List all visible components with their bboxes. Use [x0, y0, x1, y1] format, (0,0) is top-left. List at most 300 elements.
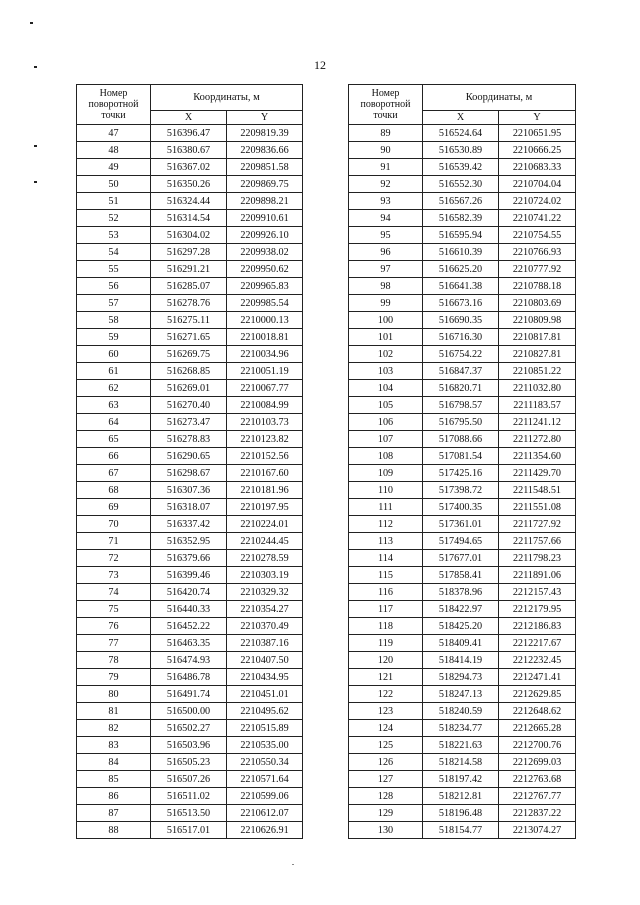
y-coordinate-cell: 2210827.81 — [499, 346, 576, 363]
table-body-left — [77, 125, 303, 839]
y-coordinate-cell: 2210535.00 — [227, 737, 303, 754]
y-coordinate-cell: 2210777.92 — [499, 261, 576, 278]
x-coordinate-cell: 517858.41 — [423, 567, 499, 584]
point-number-cell: 74 — [77, 584, 151, 601]
point-number-cell: 79 — [77, 669, 151, 686]
y-coordinate-cell: 2211032.80 — [499, 380, 576, 397]
table-row — [349, 822, 576, 839]
table-row — [349, 142, 576, 159]
table-row — [349, 686, 576, 703]
y-coordinate-cell: 2211757.66 — [499, 533, 576, 550]
y-coordinate-cell: 2210303.19 — [227, 567, 303, 584]
x-coordinate-cell: 516474.93 — [151, 652, 227, 669]
y-coordinate-cell: 2210724.02 — [499, 193, 576, 210]
point-number-cell: 55 — [77, 261, 151, 278]
table-row — [77, 261, 303, 278]
y-coordinate-cell: 2212232.45 — [499, 652, 576, 669]
point-number-cell: 93 — [349, 193, 423, 210]
point-number-cell: 124 — [349, 720, 423, 737]
y-coordinate-cell: 2211727.92 — [499, 516, 576, 533]
y-coordinate-cell: 2210571.64 — [227, 771, 303, 788]
x-coordinate-cell: 516673.16 — [423, 295, 499, 312]
x-coordinate-cell: 516820.71 — [423, 380, 499, 397]
y-coordinate-cell: 2212665.28 — [499, 720, 576, 737]
table-row — [349, 482, 576, 499]
y-coordinate-cell: 2210103.73 — [227, 414, 303, 431]
x-coordinate-cell: 517494.65 — [423, 533, 499, 550]
y-coordinate-cell: 2209938.02 — [227, 244, 303, 261]
table-row — [349, 788, 576, 805]
x-coordinate-cell: 516268.85 — [151, 363, 227, 380]
y-coordinate-cell: 2211429.70 — [499, 465, 576, 482]
table-row — [77, 550, 303, 567]
point-number-cell: 130 — [349, 822, 423, 839]
table-row — [77, 720, 303, 737]
table-row — [77, 159, 303, 176]
point-number-cell: 62 — [77, 380, 151, 397]
point-number-cell: 87 — [77, 805, 151, 822]
coordinates-table-right — [348, 84, 576, 839]
x-coordinate-cell: 516324.44 — [151, 193, 227, 210]
table-row — [349, 431, 576, 448]
x-coordinate-cell: 516271.65 — [151, 329, 227, 346]
x-coordinate-cell: 518196.48 — [423, 805, 499, 822]
table-row — [349, 193, 576, 210]
x-coordinate-cell: 516273.47 — [151, 414, 227, 431]
x-coordinate-cell: 516452.22 — [151, 618, 227, 635]
y-coordinate-cell: 2210051.19 — [227, 363, 303, 380]
y-coordinate-cell: 2212648.62 — [499, 703, 576, 720]
y-coordinate-cell: 2210224.01 — [227, 516, 303, 533]
table-row — [349, 346, 576, 363]
table-row — [77, 754, 303, 771]
point-number-cell: 80 — [77, 686, 151, 703]
table-row — [77, 669, 303, 686]
x-coordinate-cell: 518221.63 — [423, 737, 499, 754]
table-row — [77, 431, 303, 448]
y-coordinate-cell: 2210084.99 — [227, 397, 303, 414]
point-number-cell: 103 — [349, 363, 423, 380]
x-coordinate-cell: 516350.26 — [151, 176, 227, 193]
y-coordinate-cell: 2210329.32 — [227, 584, 303, 601]
x-coordinate-cell: 516275.11 — [151, 312, 227, 329]
y-coordinate-cell: 2210034.96 — [227, 346, 303, 363]
table-row — [349, 227, 576, 244]
point-number-cell: 82 — [77, 720, 151, 737]
y-coordinate-cell: 2210434.95 — [227, 669, 303, 686]
y-coordinate-cell: 2211272.80 — [499, 431, 576, 448]
point-number-header: Номер поворотной точки — [77, 85, 151, 125]
table-row — [349, 669, 576, 686]
x-coordinate-cell: 516463.35 — [151, 635, 227, 652]
x-coordinate-cell: 517081.54 — [423, 448, 499, 465]
coordinates-table-left — [76, 84, 303, 839]
table-row — [77, 295, 303, 312]
x-coordinate-cell: 518247.13 — [423, 686, 499, 703]
y-coordinate-cell: 2210495.62 — [227, 703, 303, 720]
y-coordinate-cell: 2209985.54 — [227, 295, 303, 312]
point-number-cell: 99 — [349, 295, 423, 312]
point-number-cell: 112 — [349, 516, 423, 533]
point-number-cell: 128 — [349, 788, 423, 805]
y-coordinate-cell: 2211241.12 — [499, 414, 576, 431]
x-coordinate-cell: 518425.20 — [423, 618, 499, 635]
y-coordinate-cell: 2209926.10 — [227, 227, 303, 244]
table-row — [77, 584, 303, 601]
scan-mark — [34, 145, 37, 147]
table-row — [77, 329, 303, 346]
x-coordinate-cell: 517398.72 — [423, 482, 499, 499]
y-coordinate-cell: 2210788.18 — [499, 278, 576, 295]
y-coordinate-cell: 2210803.69 — [499, 295, 576, 312]
x-coordinate-cell: 517361.01 — [423, 516, 499, 533]
point-number-cell: 109 — [349, 465, 423, 482]
table-row — [349, 176, 576, 193]
x-coordinate-cell: 518422.97 — [423, 601, 499, 618]
point-number-cell: 101 — [349, 329, 423, 346]
x-coordinate-cell: 516507.26 — [151, 771, 227, 788]
table-row — [349, 584, 576, 601]
y-coordinate-cell: 2212179.95 — [499, 601, 576, 618]
x-coordinate-cell: 516539.42 — [423, 159, 499, 176]
y-coordinate-cell: 2210666.25 — [499, 142, 576, 159]
y-coordinate-cell: 2210354.27 — [227, 601, 303, 618]
point-number-cell: 47 — [77, 125, 151, 142]
x-coordinate-cell: 516380.67 — [151, 142, 227, 159]
table-row — [349, 295, 576, 312]
table-row — [349, 380, 576, 397]
x-coordinate-cell: 518212.81 — [423, 788, 499, 805]
point-number-cell: 54 — [77, 244, 151, 261]
y-coordinate-cell: 2212763.68 — [499, 771, 576, 788]
table-row — [349, 448, 576, 465]
y-coordinate-cell: 2209910.61 — [227, 210, 303, 227]
table-row — [349, 210, 576, 227]
table-row — [349, 159, 576, 176]
table-row — [349, 516, 576, 533]
point-number-cell: 123 — [349, 703, 423, 720]
point-number-cell: 72 — [77, 550, 151, 567]
x-coordinate-cell: 516307.36 — [151, 482, 227, 499]
point-number-cell: 97 — [349, 261, 423, 278]
y-coordinate-cell: 2210683.33 — [499, 159, 576, 176]
table-row — [77, 635, 303, 652]
table-row — [77, 822, 303, 839]
point-number-cell: 53 — [77, 227, 151, 244]
y-coordinate-cell: 2210651.95 — [499, 125, 576, 142]
table-row — [349, 125, 576, 142]
x-coordinate-cell: 518214.58 — [423, 754, 499, 771]
scan-mark — [30, 22, 33, 24]
y-coordinate-cell: 2210278.59 — [227, 550, 303, 567]
table-row — [77, 414, 303, 431]
table-row — [77, 771, 303, 788]
x-coordinate-cell: 516278.83 — [151, 431, 227, 448]
x-coordinate-cell: 516269.75 — [151, 346, 227, 363]
x-header: X — [423, 111, 499, 125]
table-row — [77, 737, 303, 754]
point-number-cell: 71 — [77, 533, 151, 550]
table-row — [349, 635, 576, 652]
y-coordinate-cell: 2209950.62 — [227, 261, 303, 278]
x-coordinate-cell: 516399.46 — [151, 567, 227, 584]
x-coordinate-cell: 516440.33 — [151, 601, 227, 618]
point-number-cell: 125 — [349, 737, 423, 754]
point-number-cell: 77 — [77, 635, 151, 652]
point-number-cell: 117 — [349, 601, 423, 618]
point-number-cell: 81 — [77, 703, 151, 720]
table-row — [77, 703, 303, 720]
table-row — [77, 312, 303, 329]
x-coordinate-cell: 516625.20 — [423, 261, 499, 278]
table-row — [349, 652, 576, 669]
table-row — [349, 465, 576, 482]
table-row — [77, 465, 303, 482]
x-coordinate-cell: 516396.47 — [151, 125, 227, 142]
point-number-cell: 83 — [77, 737, 151, 754]
x-coordinate-cell: 516352.95 — [151, 533, 227, 550]
coordinates-header: Координаты, м — [423, 85, 576, 111]
point-number-cell: 102 — [349, 346, 423, 363]
point-number-cell: 94 — [349, 210, 423, 227]
y-coordinate-cell: 2210451.01 — [227, 686, 303, 703]
table-row — [77, 533, 303, 550]
point-number-cell: 115 — [349, 567, 423, 584]
table-row — [77, 448, 303, 465]
y-coordinate-cell: 2211354.60 — [499, 448, 576, 465]
x-coordinate-cell: 517088.66 — [423, 431, 499, 448]
point-number-cell: 75 — [77, 601, 151, 618]
x-coordinate-cell: 516500.00 — [151, 703, 227, 720]
point-number-cell: 116 — [349, 584, 423, 601]
point-number-cell: 48 — [77, 142, 151, 159]
y-coordinate-cell: 2210741.22 — [499, 210, 576, 227]
x-coordinate-cell: 518414.19 — [423, 652, 499, 669]
table-row — [77, 244, 303, 261]
table-row — [349, 567, 576, 584]
point-number-cell: 73 — [77, 567, 151, 584]
table-row — [77, 601, 303, 618]
table-row — [77, 125, 303, 142]
x-coordinate-cell: 516290.65 — [151, 448, 227, 465]
point-number-cell: 78 — [77, 652, 151, 669]
y-coordinate-cell: 2210612.07 — [227, 805, 303, 822]
point-number-cell: 58 — [77, 312, 151, 329]
x-coordinate-cell: 516491.74 — [151, 686, 227, 703]
table-row — [77, 176, 303, 193]
x-coordinate-cell: 517425.16 — [423, 465, 499, 482]
coordinates-header: Координаты, м — [151, 85, 303, 111]
y-coordinate-cell: 2210626.91 — [227, 822, 303, 839]
x-coordinate-cell: 516379.66 — [151, 550, 227, 567]
y-coordinate-cell: 2209869.75 — [227, 176, 303, 193]
point-number-cell: 70 — [77, 516, 151, 533]
point-number-cell: 120 — [349, 652, 423, 669]
point-number-cell: 106 — [349, 414, 423, 431]
x-coordinate-cell: 518154.77 — [423, 822, 499, 839]
point-number-cell: 111 — [349, 499, 423, 516]
table-row — [77, 363, 303, 380]
point-number-cell: 67 — [77, 465, 151, 482]
y-coordinate-cell: 2210407.50 — [227, 652, 303, 669]
point-number-cell: 60 — [77, 346, 151, 363]
y-coordinate-cell: 2211183.57 — [499, 397, 576, 414]
y-coordinate-cell: 2209965.83 — [227, 278, 303, 295]
y-coordinate-cell: 2212700.76 — [499, 737, 576, 754]
y-coordinate-cell: 2210181.96 — [227, 482, 303, 499]
y-coordinate-cell: 2210754.55 — [499, 227, 576, 244]
y-coordinate-cell: 2210018.81 — [227, 329, 303, 346]
table-row — [349, 414, 576, 431]
x-coordinate-cell: 516291.21 — [151, 261, 227, 278]
x-coordinate-cell: 516795.50 — [423, 414, 499, 431]
x-coordinate-cell: 517400.35 — [423, 499, 499, 516]
table-row — [349, 244, 576, 261]
x-coordinate-cell: 516610.39 — [423, 244, 499, 261]
point-number-cell: 96 — [349, 244, 423, 261]
table-row — [349, 363, 576, 380]
y-coordinate-cell: 2211551.08 — [499, 499, 576, 516]
x-coordinate-cell: 516278.76 — [151, 295, 227, 312]
y-coordinate-cell: 2210809.98 — [499, 312, 576, 329]
point-number-header: Номер поворотной точки — [349, 85, 423, 125]
y-coordinate-cell: 2213074.27 — [499, 822, 576, 839]
point-number-cell: 50 — [77, 176, 151, 193]
table-row — [349, 601, 576, 618]
point-number-cell: 64 — [77, 414, 151, 431]
point-number-cell: 122 — [349, 686, 423, 703]
point-number-cell: 114 — [349, 550, 423, 567]
point-number-cell: 76 — [77, 618, 151, 635]
point-number-cell: 119 — [349, 635, 423, 652]
y-coordinate-cell: 2212837.22 — [499, 805, 576, 822]
x-coordinate-cell: 518294.73 — [423, 669, 499, 686]
x-coordinate-cell: 518378.96 — [423, 584, 499, 601]
point-number-cell: 126 — [349, 754, 423, 771]
point-number-cell: 63 — [77, 397, 151, 414]
table-row — [349, 618, 576, 635]
x-coordinate-cell: 516270.40 — [151, 397, 227, 414]
point-number-cell: 56 — [77, 278, 151, 295]
table-row — [349, 771, 576, 788]
x-coordinate-cell: 516285.07 — [151, 278, 227, 295]
scan-mark — [292, 864, 294, 865]
y-coordinate-cell: 2212217.67 — [499, 635, 576, 652]
point-number-cell: 86 — [77, 788, 151, 805]
x-coordinate-cell: 516847.37 — [423, 363, 499, 380]
point-number-cell: 100 — [349, 312, 423, 329]
y-header: Y — [227, 111, 303, 125]
x-coordinate-cell: 516503.96 — [151, 737, 227, 754]
table-row — [77, 193, 303, 210]
y-coordinate-cell: 2210000.13 — [227, 312, 303, 329]
table-row — [349, 737, 576, 754]
x-coordinate-cell: 516337.42 — [151, 516, 227, 533]
table-row — [77, 397, 303, 414]
x-coordinate-cell: 516530.89 — [423, 142, 499, 159]
table-row — [77, 567, 303, 584]
table-row — [349, 703, 576, 720]
x-coordinate-cell: 517677.01 — [423, 550, 499, 567]
point-number-cell: 105 — [349, 397, 423, 414]
y-coordinate-cell: 2210370.49 — [227, 618, 303, 635]
y-coordinate-cell: 2212629.85 — [499, 686, 576, 703]
x-coordinate-cell: 516511.02 — [151, 788, 227, 805]
y-coordinate-cell: 2210817.81 — [499, 329, 576, 346]
point-number-cell: 121 — [349, 669, 423, 686]
point-number-cell: 118 — [349, 618, 423, 635]
x-coordinate-cell: 516595.94 — [423, 227, 499, 244]
y-coordinate-cell: 2210123.82 — [227, 431, 303, 448]
y-coordinate-cell: 2209898.21 — [227, 193, 303, 210]
x-coordinate-cell: 516582.39 — [423, 210, 499, 227]
x-coordinate-cell: 518197.42 — [423, 771, 499, 788]
point-number-cell: 88 — [77, 822, 151, 839]
table-row — [77, 516, 303, 533]
x-coordinate-cell: 516486.78 — [151, 669, 227, 686]
table-row — [349, 278, 576, 295]
x-coordinate-cell: 516367.02 — [151, 159, 227, 176]
table-row — [349, 312, 576, 329]
y-coordinate-cell: 2209851.58 — [227, 159, 303, 176]
x-coordinate-cell: 516318.07 — [151, 499, 227, 516]
table-row — [77, 380, 303, 397]
x-coordinate-cell: 516505.23 — [151, 754, 227, 771]
point-number-cell: 98 — [349, 278, 423, 295]
table-row — [349, 550, 576, 567]
x-coordinate-cell: 516502.27 — [151, 720, 227, 737]
table-row — [349, 397, 576, 414]
x-coordinate-cell: 516269.01 — [151, 380, 227, 397]
x-coordinate-cell: 516517.01 — [151, 822, 227, 839]
y-coordinate-cell: 2210766.93 — [499, 244, 576, 261]
page-number: 12 — [314, 58, 326, 72]
table-row — [77, 142, 303, 159]
point-number-cell: 65 — [77, 431, 151, 448]
point-number-cell: 59 — [77, 329, 151, 346]
y-coordinate-cell: 2212471.41 — [499, 669, 576, 686]
y-coordinate-cell: 2210851.22 — [499, 363, 576, 380]
y-coordinate-cell: 2209819.39 — [227, 125, 303, 142]
y-coordinate-cell: 2210152.56 — [227, 448, 303, 465]
point-number-cell: 51 — [77, 193, 151, 210]
point-number-cell: 91 — [349, 159, 423, 176]
table-row — [77, 227, 303, 244]
table-row — [77, 686, 303, 703]
scan-mark — [34, 181, 37, 183]
y-coordinate-cell: 2211548.51 — [499, 482, 576, 499]
table-row — [77, 278, 303, 295]
point-number-cell: 95 — [349, 227, 423, 244]
point-number-cell: 68 — [77, 482, 151, 499]
point-number-cell: 127 — [349, 771, 423, 788]
point-number-cell: 89 — [349, 125, 423, 142]
y-coordinate-cell: 2212157.43 — [499, 584, 576, 601]
y-coordinate-cell: 2212767.77 — [499, 788, 576, 805]
point-number-cell: 61 — [77, 363, 151, 380]
y-coordinate-cell: 2210244.45 — [227, 533, 303, 550]
x-coordinate-cell: 516420.74 — [151, 584, 227, 601]
y-coordinate-cell: 2210167.60 — [227, 465, 303, 482]
y-coordinate-cell: 2210550.34 — [227, 754, 303, 771]
table-row — [77, 499, 303, 516]
x-coordinate-cell: 516641.38 — [423, 278, 499, 295]
table-row — [349, 533, 576, 550]
table-row — [77, 788, 303, 805]
point-number-cell: 110 — [349, 482, 423, 499]
table-row — [77, 482, 303, 499]
table-row — [77, 618, 303, 635]
